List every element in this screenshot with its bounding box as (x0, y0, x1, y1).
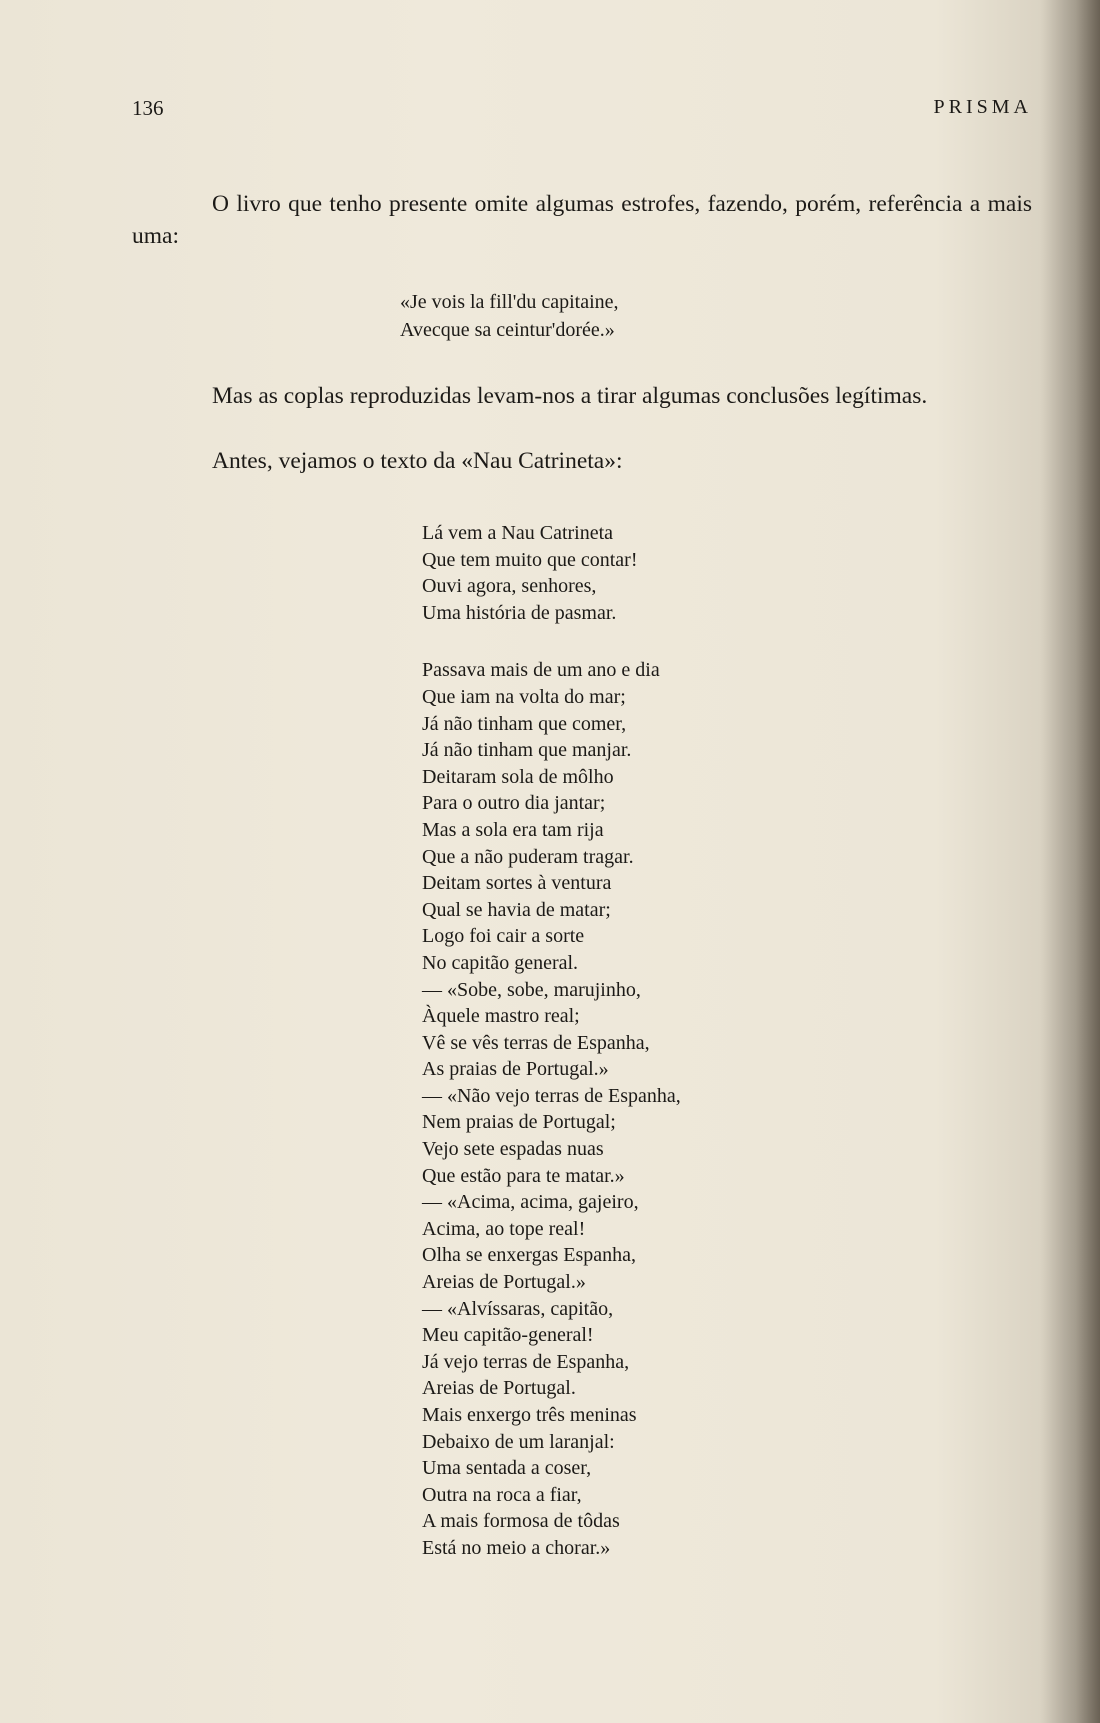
paragraph-text: O livro que tenho presente omite algumas estrofes, fazendo, porém, referência a mais uma: (132, 191, 1032, 249)
poem-line: Que tem muito que contar! (422, 548, 638, 571)
poem-line: — «Alvíssaras, capitão, (422, 1297, 614, 1320)
running-header (132, 96, 1032, 126)
french-quote (400, 288, 619, 344)
poem-line: Logo foi cair a sorte (422, 925, 585, 948)
poem-line: Vejo sete espadas nuas (422, 1138, 604, 1161)
poem-line: Que estão para te matar.» (422, 1164, 625, 1187)
poem-line: Areias de Portugal. (422, 1377, 576, 1400)
poem-line: Para o outro dia jantar; (422, 792, 606, 815)
poem-line: Mais enxergo três meninas (422, 1404, 637, 1426)
poem-line: Deitam sortes à ventura (422, 872, 612, 895)
page-number: 136 (132, 96, 164, 120)
poem-line: Ouvi agora, senhores, (422, 575, 597, 598)
poem-line: Que a não puderam tragar. (422, 845, 634, 868)
stanza-break (422, 626, 681, 657)
poem-line: Acima, ao tope real! (422, 1217, 586, 1240)
poem-line: Que iam na volta do mar; (422, 685, 626, 708)
poem-line: Já não tinham que manjar. (422, 739, 632, 762)
paragraph-intro (132, 188, 1032, 252)
poem-line: Passava mais de um ano e dia (422, 659, 660, 682)
poem-line: — «Acima, acima, gajeiro, (422, 1191, 639, 1214)
running-title: PRISMA (933, 96, 1032, 118)
poem-line: As praias de Portugal.» (422, 1058, 609, 1081)
poem-line: Meu capitão-general! (422, 1324, 594, 1347)
poem-line: Já não tinham que comer, (422, 712, 627, 735)
poem-line: Uma história de pasmar. (422, 601, 617, 624)
poem-line: Outra na roca a fiar, (422, 1483, 582, 1506)
poem-line: Àquele mastro real; (422, 1005, 580, 1028)
paragraph-text-intro (132, 445, 1032, 477)
poem-line: Vê se vês terras de Espanha, (422, 1031, 650, 1054)
poem-line: Já vejo terras de Espanha, (422, 1350, 630, 1373)
poem-line: Qual se havia de matar; (422, 898, 611, 921)
poem-line: — «Sobe, sobe, marujinho, (422, 978, 641, 1001)
paragraph-conclusions (132, 380, 1032, 412)
poem-line: Mas a sola era tam rija (422, 818, 604, 841)
paragraph-text: Mas as coplas reproduzidas levam-nos a tirar algumas conclusões legítimas. (212, 383, 928, 409)
poem-line: A mais formosa de tôdas (422, 1510, 620, 1533)
poem-line: Areias de Portugal.» (422, 1271, 586, 1294)
poem-line: Deitaram sola de môlho (422, 765, 614, 788)
poem-line: Nem praias de Portugal; (422, 1111, 616, 1134)
poem-line: Está no meio a chorar.» (422, 1536, 611, 1559)
poem-line: — «Não vejo terras de Espanha, (422, 1084, 681, 1107)
quote-line: Avecque sa ceintur'dorée.» (400, 319, 615, 341)
poem-nau-catrineta (422, 520, 681, 1562)
poem-line: Debaixo de um laranjal: (422, 1430, 615, 1453)
poem-line: Uma sentada a coser, (422, 1457, 592, 1480)
page-edge-shadow (1040, 0, 1100, 1723)
paragraph-text: Antes, vejamos o texto da «Nau Catrineta»: (212, 448, 623, 474)
poem-line: Olha se enxergas Espanha, (422, 1244, 637, 1267)
poem-line: Lá vem a Nau Catrineta (422, 522, 614, 544)
quote-line: «Je vois la fill'du capitaine, (400, 291, 619, 313)
poem-line: No capitão general. (422, 951, 579, 974)
